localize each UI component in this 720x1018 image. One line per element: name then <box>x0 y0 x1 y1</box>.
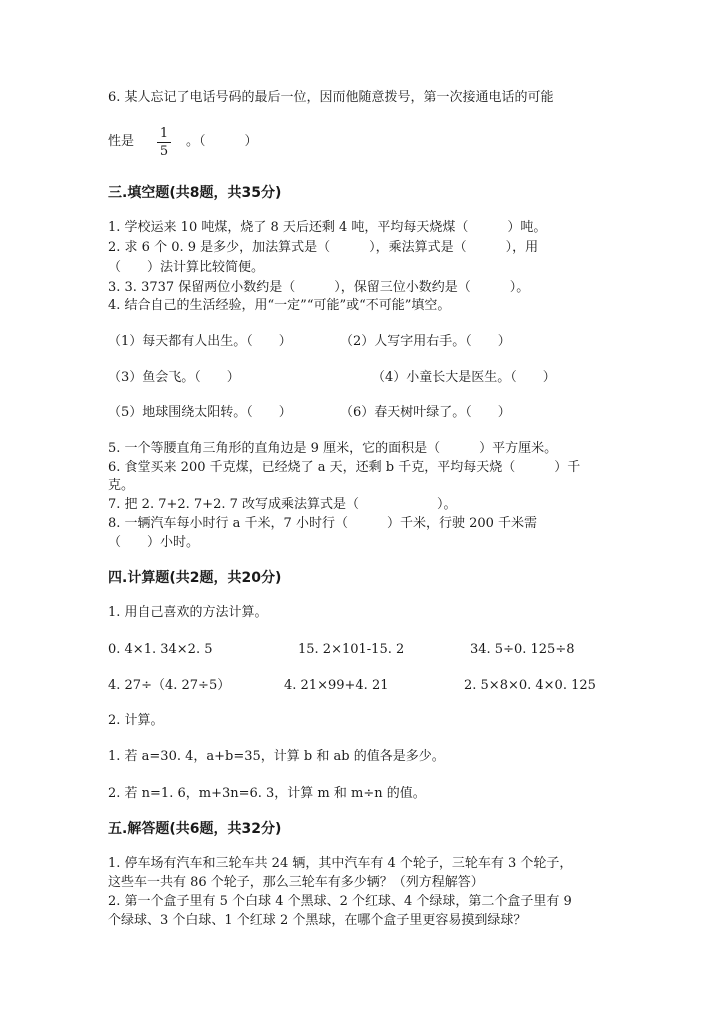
s5-line: 1. 停车场有汽车和三轮车共 24 辆，其中汽车有 4 个轮子，三轮车有 3 个轮子， <box>108 856 573 871</box>
q6-fraction <box>157 126 171 159</box>
s4-expression: 2. 5×8×0. 4×0. 125 <box>464 678 596 693</box>
s3-line: 6. 食堂买来 200 千克煤，已经烧了 a 天，还剩 b 千克，平均每天烧（ ）千 <box>108 460 581 475</box>
s3-item: （2）人写字用右手。（ ） <box>340 334 511 349</box>
fraction-numerator: 1 <box>159 126 169 141</box>
fraction-bar <box>157 142 171 143</box>
s4-expression: 4. 21×99+4. 21 <box>284 678 389 693</box>
s3-line: 8. 一辆汽车每小时行 a 千米，7 小时行（ ）千米，行驶 200 千米需 <box>108 516 538 531</box>
s4-expression: 15. 2×101-15. 2 <box>298 642 405 657</box>
s3-line: 4. 结合自己的生活经验，用“一定”“可能”或“不可能”填空。 <box>108 298 451 313</box>
section5-heading: 五.解答题(共6题，共32分) <box>108 821 282 837</box>
s5-line: 2. 第一个盒子里有 5 个白球 4 个黑球、2 个红球、4 个绿球，第二个盒子里有 9 <box>108 894 572 909</box>
s5-line: 个绿球、3 个白球、1 个红球 2 个黑球，在哪个盒子里更容易摸到绿球？ <box>108 913 527 928</box>
s4-q2: 2. 计算。 <box>108 713 164 728</box>
q6-line2-prefix: 性是 <box>108 134 135 149</box>
section3-heading: 三.填空题(共8题，共35分) <box>108 185 282 201</box>
s3-item: （1）每天都有人出生。（ ） <box>108 334 292 349</box>
s4-expression: 34. 5÷0. 125÷8 <box>470 642 575 657</box>
s5-line: 这些车一共有 86 个轮子，那么三轮车有多少辆？（列方程解答） <box>108 875 484 890</box>
s3-item: （4）小童长大是医生。（ ） <box>372 370 556 385</box>
s3-line: 克。 <box>108 478 135 493</box>
s3-line: 7. 把 2. 7+2. 7+2. 7 改写成乘法算式是（ ）。 <box>108 497 457 512</box>
s3-line: 3. 3. 3737 保留两位小数约是（ ），保留三位小数约是（ ）。 <box>108 280 530 295</box>
s3-item: （5）地球围绕太阳转。（ ） <box>108 405 292 420</box>
s3-line: （ ）小时。 <box>108 535 200 550</box>
s4-sub1: 1. 若 a=30. 4，a+b=35，计算 b 和 ab 的值各是多少。 <box>108 749 445 764</box>
s4-q1: 1. 用自己喜欢的方法计算。 <box>108 605 268 620</box>
s3-line: 5. 一个等腰直角三角形的直角边是 9 厘米，它的面积是（ ）平方厘米。 <box>108 441 558 456</box>
s4-expression: 0. 4×1. 34×2. 5 <box>108 642 213 657</box>
q6-line1: 6. 某人忘记了电话号码的最后一位，因而他随意拨号，第一次接通电话的可能 <box>108 90 554 105</box>
s3-line: 1. 学校运来 10 吨煤，烧了 8 天后还剩 4 吨，平均每天烧煤（ ）吨。 <box>108 220 547 235</box>
s3-item: （3）鱼会飞。（ ） <box>108 370 240 385</box>
s4-expression: 4. 27÷（4. 27÷5） <box>108 678 231 693</box>
q6-line2-suffix: 。（ ） <box>186 134 258 149</box>
s3-line: 2. 求 6 个 0. 9 是多少，加法算式是（ ），乘法算式是（ ），用 <box>108 240 539 255</box>
s3-line: （ ）法计算比较简便。 <box>108 260 265 275</box>
s3-item: （6）春天树叶绿了。（ ） <box>340 405 511 420</box>
section4-heading: 四.计算题(共2题，共20分) <box>108 570 282 586</box>
s4-sub2: 2. 若 n=1. 6，m+3n=6. 3，计算 m 和 m÷n 的值。 <box>108 786 426 801</box>
fraction-denominator: 5 <box>159 144 169 159</box>
